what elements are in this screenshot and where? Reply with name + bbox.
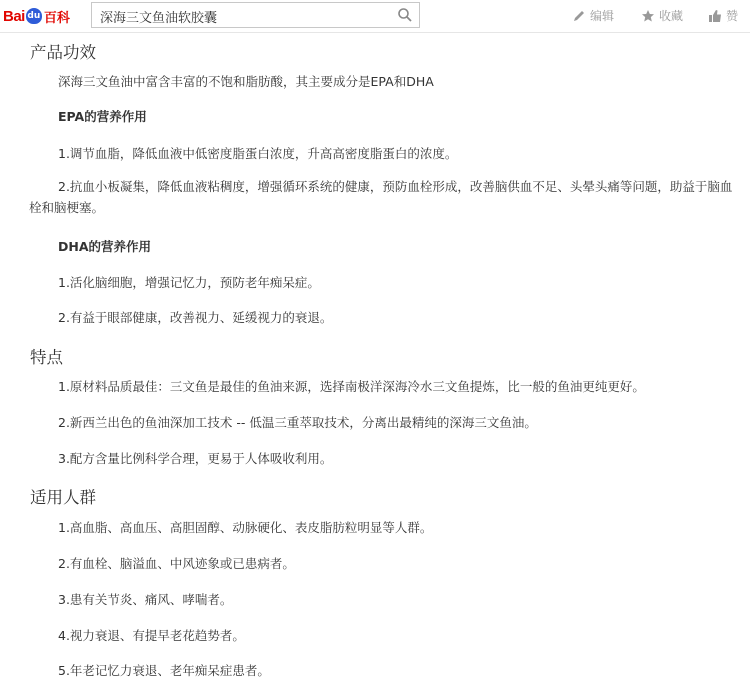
search-icon[interactable]: [397, 7, 413, 23]
dha-item-2: 2.有益于眼部健康，改善视力、延缓视力的衰退。: [58, 310, 333, 325]
section-title-features: 特点: [30, 348, 63, 367]
pencil-icon: [572, 9, 586, 23]
logo-bai-text: Bai: [3, 7, 25, 25]
search-input[interactable]: [98, 6, 392, 26]
like-button[interactable]: [708, 7, 738, 24]
logo-baike-text: 百科: [43, 10, 70, 26]
feature-item-3: 3.配方含量比例科学合理，更易于人体吸收利用。: [58, 451, 333, 466]
section-title-audience: 适用人群: [30, 488, 96, 507]
dha-heading: DHA的营养作用: [58, 239, 152, 254]
epa-item-2: 2.抗血小板凝集，降低血液粘稠度，增强循环系统的健康，预防血栓形成，改善脑供血不足、头晕头痛等问题，助益于脑血栓和脑梗塞。: [29, 179, 733, 215]
section-title-efficacy: 产品功效: [30, 43, 96, 62]
feature-item-1: 1.原材料品质最佳：三文鱼是最佳的鱼油来源，选择南极洋深海冷水三文鱼提炼，比一般的鱼油更纯更好。: [58, 379, 645, 394]
audience-item-3: 3.患有关节炎、痛风、哮喘者。: [58, 592, 233, 607]
star-icon: [641, 9, 655, 23]
epa-item-1: 1.调节血脂，降低血液中低密度脂蛋白浓度，升高高密度脂蛋白的浓度。: [58, 146, 458, 161]
feature-item-2: 2.新西兰出色的鱼油深加工技术 -- 低温三重萃取技术，分离出最精纯的深海三文鱼油。: [58, 415, 537, 430]
collect-button[interactable]: [641, 7, 683, 24]
edit-button[interactable]: [572, 7, 614, 24]
like-label: 赞: [726, 9, 739, 23]
audience-item-4: 4.视力衰退、有提早老花趋势者。: [58, 628, 245, 643]
audience-item-1: 1.高血脂、高血压、高胆固醇、动脉硬化、表皮脂肪粒明显等人群。: [58, 520, 433, 535]
efficacy-intro: 深海三文鱼油中富含丰富的不饱和脂肪酸，其主要成分是EPA和DHA: [58, 74, 434, 89]
dha-item-1: 1.活化脑细胞，增强记忆力，预防老年痴呆症。: [58, 275, 320, 290]
audience-item-2: 2.有血栓、脑溢血、中风迹象或已患病者。: [58, 556, 295, 571]
audience-item-5: 5.年老记忆力衰退、老年痴呆症患者。: [58, 663, 270, 678]
thumbs-up-icon: [708, 9, 722, 23]
search-box: [91, 2, 420, 28]
edit-label: 编辑: [590, 9, 615, 23]
logo-paw-icon: du: [26, 8, 42, 24]
collect-label: 收藏: [659, 9, 684, 23]
epa-heading: EPA的营养作用: [58, 109, 147, 124]
top-bar: [0, 0, 750, 33]
baidu-baike-logo[interactable]: [3, 6, 70, 26]
